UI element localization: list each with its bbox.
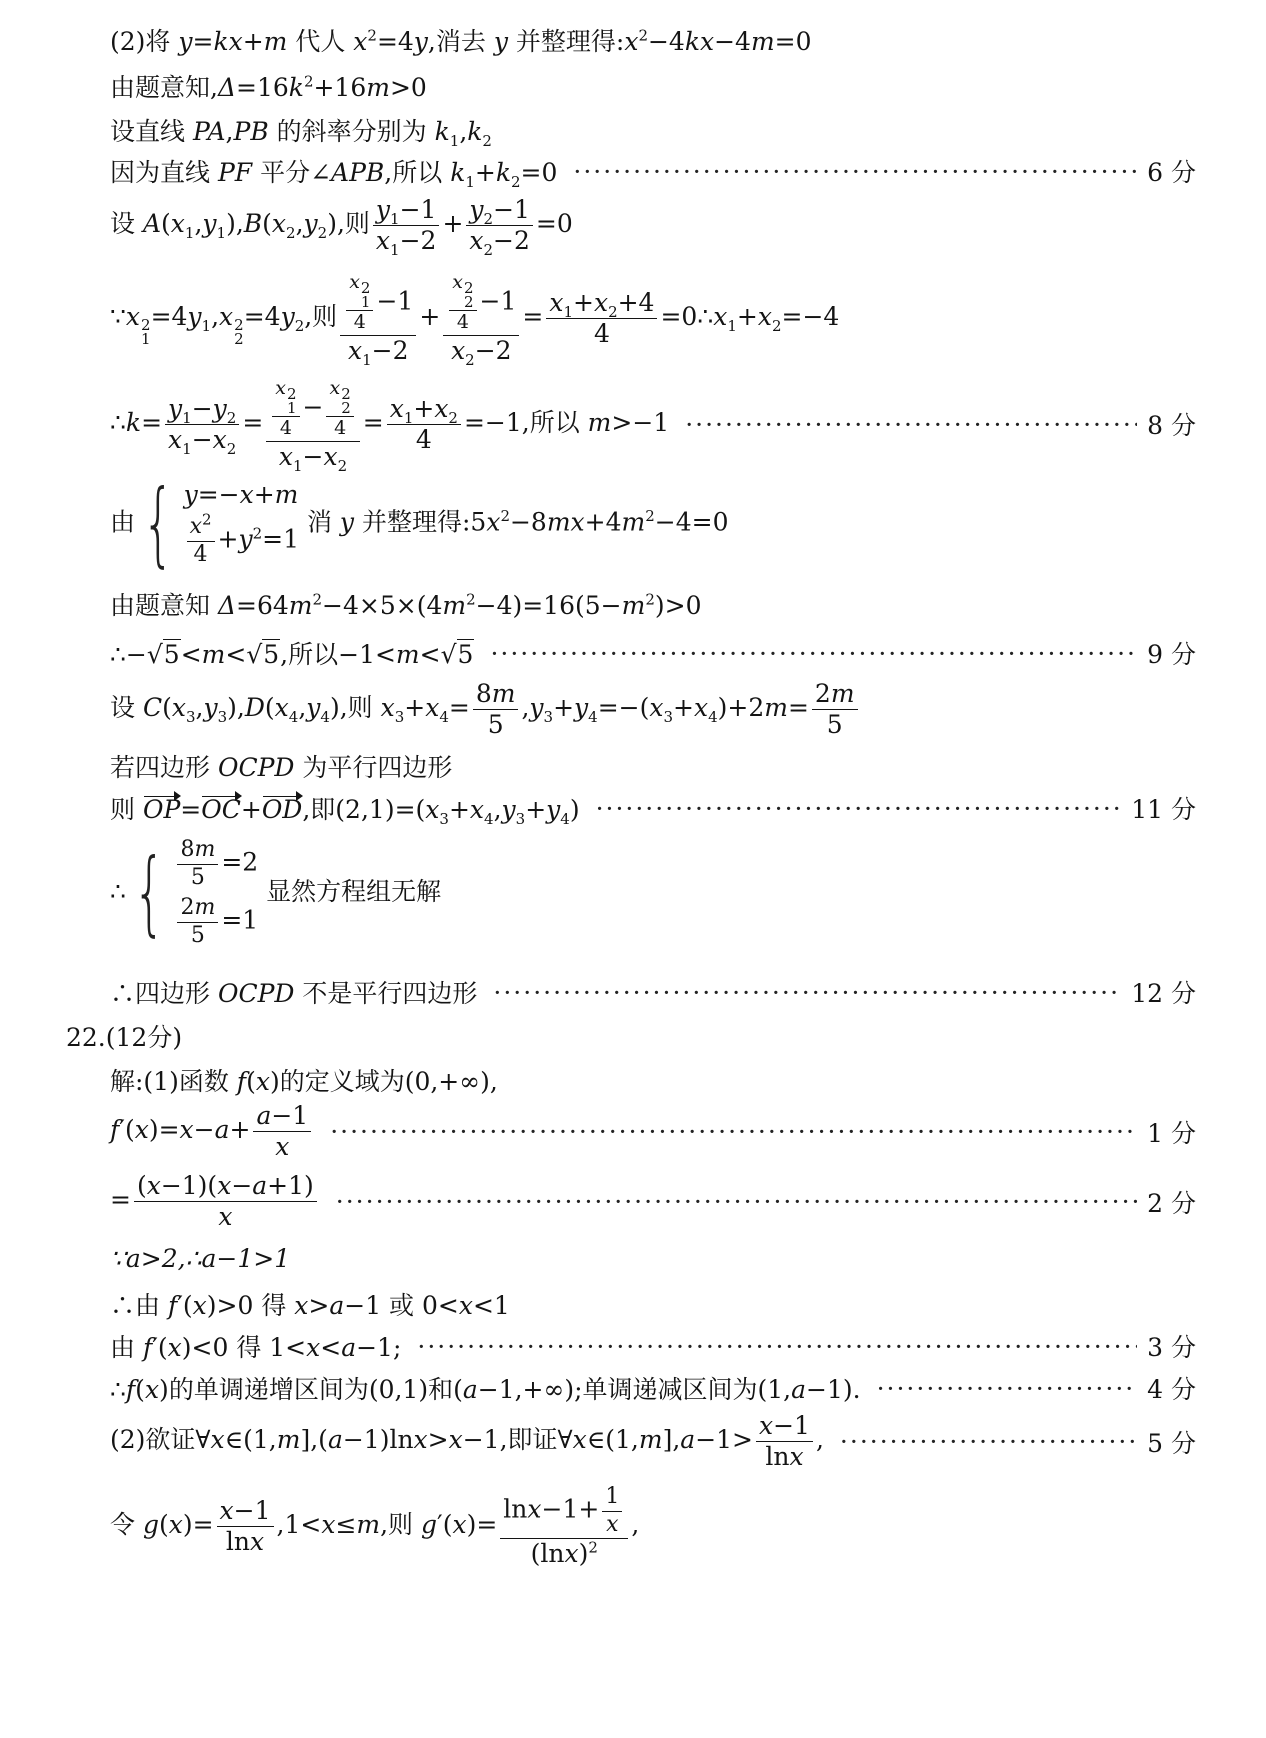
- leader-dots: [330, 1117, 1137, 1146]
- score-label: 11 分: [1131, 795, 1196, 824]
- solution-line-6: ∵x 2 1 $=4y_1,x$ 2 2 $=4y_2$,则 x 2 1 4 −1 $x_1-2$ + x 2 2 4 −1 $x_2-2$ = $\frac{x_1+x_2+4}{4}$ $=0\therefore x_1+x_2=-4$: [110, 271, 840, 369]
- leader-dots: [685, 410, 1137, 439]
- leader-dots: [840, 1427, 1137, 1456]
- solution-line-19: = $\frac{(x-1)(x-a+1)}{x}$ ····· 2 分: [110, 1172, 1196, 1231]
- score-label: 8 分: [1147, 411, 1196, 441]
- solution-line-17: 解:(1)函数 f(x)的定义域为(0,+∞),: [110, 1067, 498, 1096]
- left-brace: {: [142, 470, 175, 577]
- solution-line-12: 若四边形 OCPD 为平行四边形: [110, 753, 453, 782]
- solution-line-7: ∴k= $\frac{y_1-y_2}{x_1-x_2}$ = x 2 1 4 − x 2 2 4 $x_1-x_2$ = $\frac{x_1+x_2}{4}$ =−1,所以 m>−1 ····· 8 分: [110, 378, 1196, 471]
- solution-line-25: 令 g(x)= $\frac{x-1}{\ln x}$ ,1<x≤m,则 g′(x)= lnx−1+ $\frac{1}{x}$ $(\ln x)^2$ ,: [110, 1484, 640, 1569]
- solution-line-5: 设 $A(x_1,y_1),B(x_2,y_2)$,则 $\frac{y_1-1}{x_1-2}$ + $\frac{y_2-1}{x_2-2}$ =0: [110, 195, 573, 259]
- solution-line-21: ∴由 f′(x)>0 得 x>a−1 或 0<x<1: [110, 1291, 510, 1320]
- solution-line-14: ∴ { $\frac{8m}{5}$ =2 $\frac{2m}{5}$ =1 显然方程组无解: [110, 837, 442, 948]
- solution-line-3: 设直线 PA,PB 的斜率分别为 $k_1,k_2$: [110, 117, 492, 150]
- problem-header: 22.(12分): [66, 1023, 183, 1052]
- leader-dots: [490, 639, 1137, 668]
- score-label: 6 分: [1147, 158, 1196, 187]
- solution-line-15: ∴四边形 OCPD 不是平行四边形 ····· 12 分: [110, 974, 1196, 1010]
- solution-line-2: 由题意知$,\Delta=16k^2+16m>0$: [110, 72, 427, 102]
- solution-line-24: (2)欲证∀x∈(1,m],(a−1)lnx>x−1,即证∀x∈(1,m],a−1> $\frac{x-1}{\ln x}$ , ····· 5 分: [110, 1412, 1196, 1471]
- solution-line-18: f′(x)=x−a+ $\frac{a-1}{x}$ ····· 1 分: [110, 1102, 1196, 1161]
- solution-line-11: 设 $C(x_3,y_3),D(x_4,y_4)$,则 $x_3+x_4=$ $\frac{8m}{5}$ $,y_3+y_4=-(x_3+x_4)+2m=$ $\frac{2m}{5}$: [110, 680, 1196, 739]
- leader-dots: [417, 1332, 1137, 1361]
- leader-dots: [336, 1187, 1137, 1216]
- score-label: 9 分: [1147, 640, 1196, 669]
- left-brace: {: [133, 839, 166, 947]
- score-label: 4 分: [1147, 1375, 1196, 1404]
- score-label: 12 分: [1131, 979, 1196, 1008]
- leader-dots: [877, 1374, 1138, 1403]
- solution-line-22: 由 f′(x)<0 得 1<x<a−1; ····· 3 分: [110, 1328, 1196, 1364]
- leader-dots: [493, 978, 1121, 1007]
- leader-dots: [573, 157, 1137, 186]
- score-label: 3 分: [1147, 1333, 1196, 1362]
- solution-line-4: 因为直线 PF 平分∠APB,所以 $k_1+k_2=0$ ····· 6 分: [110, 153, 1196, 189]
- score-label: 2 分: [1147, 1188, 1196, 1218]
- leader-dots: [596, 794, 1122, 823]
- solution-line-20: ∵a>2,∴a−1>1: [110, 1244, 291, 1273]
- solution-line-8: 由 { y=−x+m $\frac{x^2}{4}$ $+y^2=1$ 消 y 并整理得$:5x^2-8mx+4m^2-4=0$: [110, 470, 729, 577]
- solution-line-9: 由题意知 $\Delta=64m^2-4\times 5\times(4m^2-4)=16(5-m^2)>0$: [110, 590, 702, 620]
- solution-line-10: ∴−√5<m<√5,所以−1<m<√5 ····· 9 分: [110, 635, 1196, 671]
- score-label: 5 分: [1147, 1428, 1196, 1458]
- solution-line-23: ∴f(x)的单调递增区间为(0,1)和(a−1,+∞);单调递减区间为(1,a−1). ····· 4 分: [110, 1370, 1196, 1406]
- solution-line-13: 则 OP=OC+OD,即$(2,1)=(x_3+x_4,y_3+y_4)$ ····· 11 分: [110, 790, 1196, 826]
- solution-line-1: (2)将 y=kx+m 代人 $x^2=4y$,消去 y 并整理得$:x^2-4kx-4m=0$: [110, 26, 812, 56]
- score-label: 1 分: [1147, 1118, 1196, 1148]
